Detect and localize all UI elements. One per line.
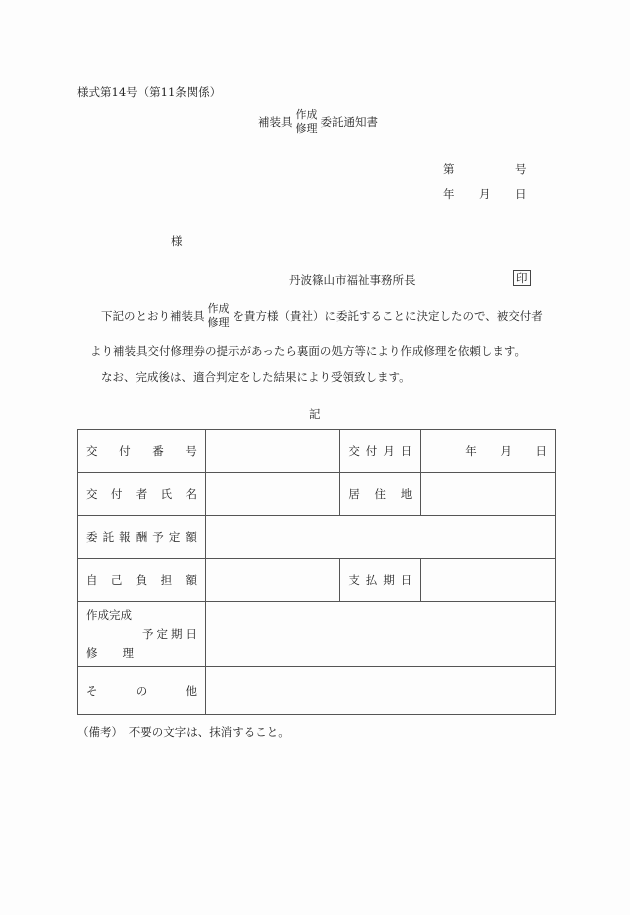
- date-day: 日: [515, 187, 527, 201]
- body-line-2: より補装具交付修理券の提示があったら裏面の処方等により作成修理を依頼します。: [90, 344, 526, 358]
- label-recipient-name: 交 付 者 氏 名: [78, 473, 206, 516]
- field-recipient-name[interactable]: [205, 473, 339, 516]
- field-self-pay[interactable]: [205, 559, 339, 602]
- table-row: [78, 559, 556, 602]
- body-stack-top: 作成: [207, 302, 230, 315]
- addressee-sama: 様: [171, 234, 183, 248]
- body-stack: [208, 302, 230, 330]
- label-kofu-bango: 交 付 番 号: [78, 430, 206, 473]
- table-row: [78, 602, 556, 667]
- note: （備考） 不要の文字は、抹消すること。: [77, 725, 290, 739]
- body-stack-bottom: 修理: [207, 316, 230, 329]
- doc-number-go: 号: [515, 162, 527, 176]
- title-prefix: 補装具: [258, 115, 293, 129]
- ki-heading: 記: [309, 407, 321, 421]
- label-address: 居 住 地: [340, 473, 421, 516]
- body-line1-suffix: を貴方様（貴社）に委託することに決定したので、被交付者: [232, 309, 543, 323]
- document-title: [258, 108, 378, 136]
- body-line1-prefix: 下記のとおり補装具: [101, 309, 205, 323]
- field-commission-fee[interactable]: [205, 516, 555, 559]
- field-kofu-date[interactable]: 年 月 日: [421, 430, 556, 473]
- doc-number-dai: 第: [443, 162, 455, 176]
- field-payment-date[interactable]: [421, 559, 556, 602]
- table-row: [78, 473, 556, 516]
- label-payment-date: 支 払 期 日: [340, 559, 421, 602]
- label-other: そ の 他: [78, 667, 206, 715]
- body-line-3: なお、完成後は、適合判定をした結果により受領致します。: [101, 370, 411, 384]
- field-completion-date[interactable]: [205, 602, 555, 667]
- field-address[interactable]: [421, 473, 556, 516]
- issuer-name: 丹波篠山市福祉事務所長: [289, 273, 416, 287]
- form-table: [77, 429, 556, 715]
- table-row: [78, 430, 556, 473]
- label-self-pay: 自 己 負 担 額: [78, 559, 206, 602]
- label-kofu-date: 交 付 月 日: [340, 430, 421, 473]
- label-completion-date: 作成完成 予 定 期 日 修 理: [78, 602, 206, 667]
- date-year: 年: [443, 187, 455, 201]
- body-line-1: [101, 302, 543, 330]
- date-month: 月: [479, 187, 491, 201]
- form-number: 様式第14号（第11条関係）: [77, 85, 222, 99]
- seal-mark: [513, 270, 531, 286]
- title-stack-bottom: 修理: [295, 122, 318, 135]
- title-suffix: 委託通知書: [320, 115, 378, 129]
- field-other[interactable]: [205, 667, 555, 715]
- seal-icon: 印: [513, 270, 531, 286]
- field-kofu-bango[interactable]: [205, 430, 339, 473]
- title-stack-top: 作成: [295, 108, 318, 121]
- table-row: [78, 516, 556, 559]
- table-row: [78, 667, 556, 715]
- title-stack: [296, 108, 318, 136]
- label-commission-fee: 委 託 報 酬 予 定 額: [78, 516, 206, 559]
